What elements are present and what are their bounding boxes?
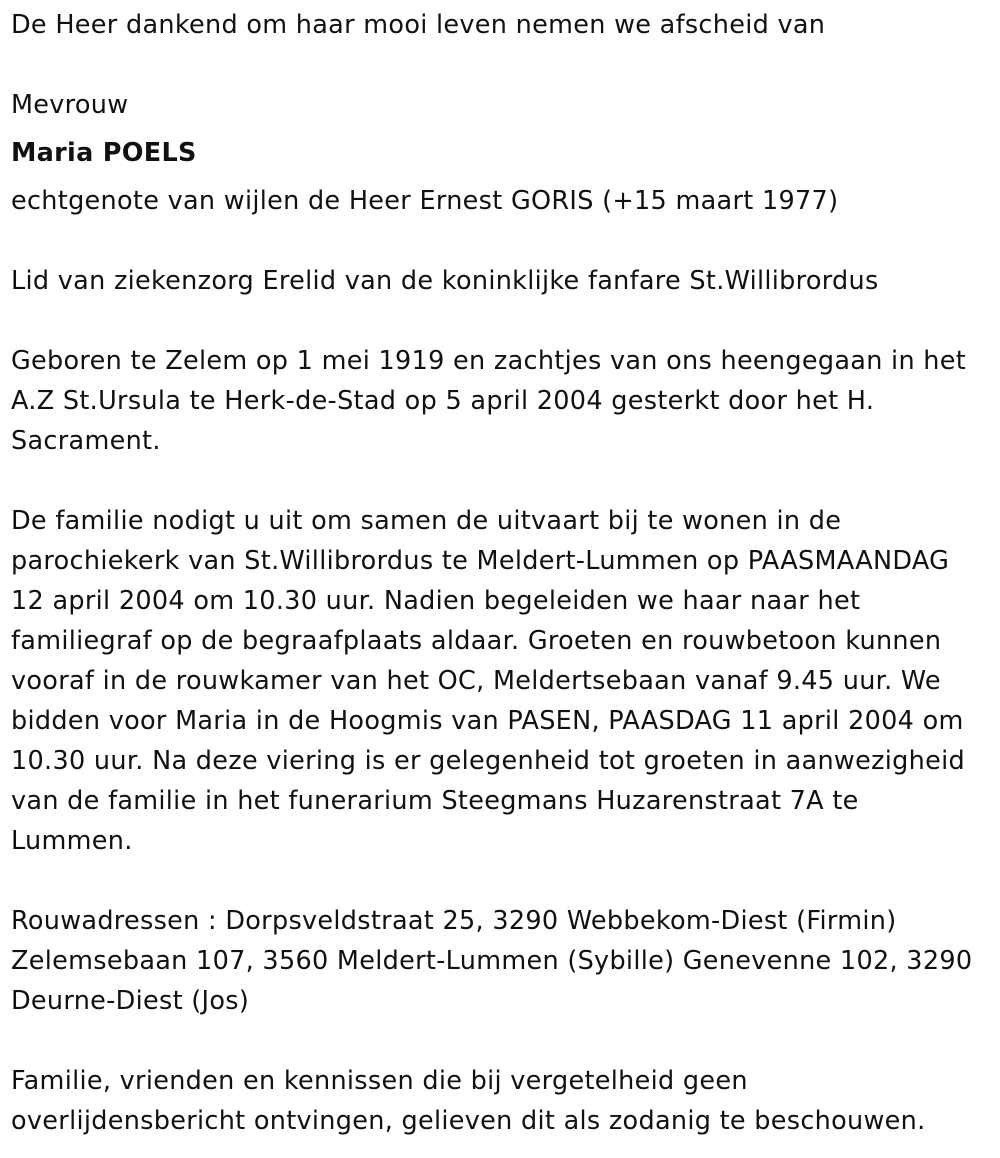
paragraph-line: overlijdensbericht ontvingen, gelieven dit als zodanig te beschouwen. (11, 1106, 926, 1136)
paragraph-line: vooraf in de rouwkamer van het OC, Meldertsebaan vanaf 9.45 uur. We (11, 666, 941, 696)
funeral-paragraph (11, 501, 965, 861)
paragraph-line: Sacrament. (11, 426, 161, 456)
paragraph-line: Rouwadressen : Dorpsveldstraat 25, 3290 Webbekom-Diest (Firmin) (11, 906, 897, 936)
addresses-paragraph (11, 901, 972, 1021)
birth-death-paragraph (11, 341, 966, 461)
paragraph-line: Lummen. (11, 826, 133, 856)
paragraph-line: Zelemsebaan 107, 3560 Meldert-Lummen (Sybille) Genevenne 102, 3290 (11, 946, 973, 976)
intro-line: De Heer dankend om haar mooi leven nemen we afscheid van (11, 10, 826, 40)
paragraph-line: 12 april 2004 om 10.30 uur. Nadien begeleiden we haar naar het (11, 586, 861, 616)
paragraph-line: Deurne-Diest (Jos) (11, 986, 250, 1016)
paragraph-line: Familie, vrienden en kennissen die bij vergetelheid geen (11, 1066, 748, 1096)
honorific-title: Mevrouw (11, 90, 129, 120)
paragraph-line: parochiekerk van St.Willibrordus te Meldert-Lummen op PAASMAANDAG (11, 546, 950, 576)
notice-paragraph (11, 1061, 926, 1141)
paragraph-line: De familie nodigt u uit om samen de uitvaart bij te wonen in de (11, 506, 842, 536)
paragraph-line: 10.30 uur. Na deze viering is er gelegenheid tot groeten in aanwezigheid (11, 746, 965, 776)
membership-line: Lid van ziekenzorg Erelid van de koninklijke fanfare St.Willibrordus (11, 266, 879, 296)
paragraph-line: bidden voor Maria in de Hoogmis van PASEN, PAASDAG 11 april 2004 om (11, 706, 964, 736)
paragraph-line: A.Z St.Ursula te Herk-de-Stad op 5 april 2004 gesterkt door het H. (11, 386, 875, 416)
spouse-line: echtgenote van wijlen de Heer Ernest GORIS (+15 maart 1977) (11, 186, 839, 216)
paragraph-line: Geboren te Zelem op 1 mei 1919 en zachtjes van ons heengegaan in het (11, 346, 967, 376)
paragraph-line: van de familie in het funerarium Steegmans Huzarenstraat 7A te (11, 786, 859, 816)
deceased-name: Maria POELS (11, 138, 197, 168)
paragraph-line: familiegraf op de begraafplaats aldaar. Groeten en rouwbetoon kunnen (11, 626, 942, 656)
